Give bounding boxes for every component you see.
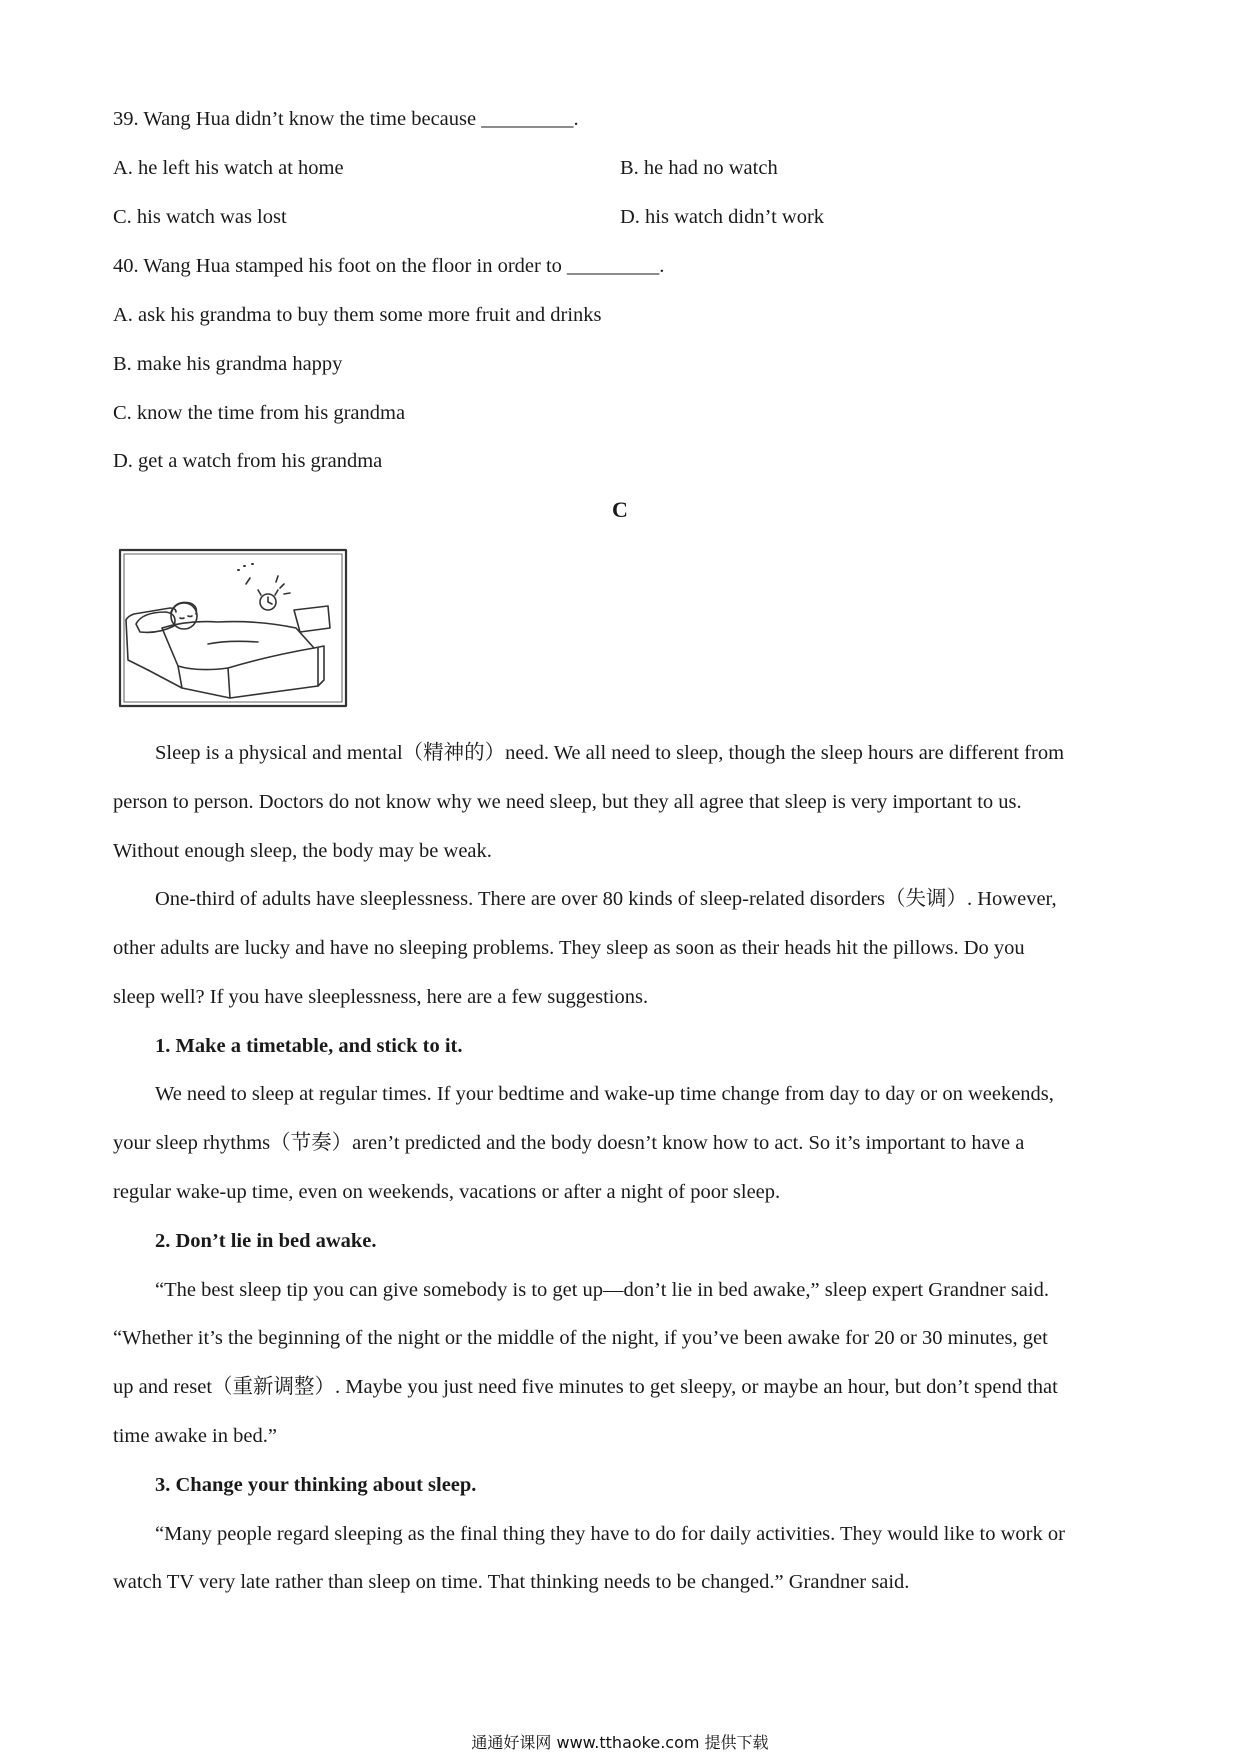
- paragraph-4-line-2: “Whether it’s the beginning of the night or the middle of the night, if you’ve been awake for 20 or 30 minutes, get: [113, 1327, 1048, 1349]
- paragraph-4-line-4: time awake in bed.”: [113, 1425, 277, 1447]
- paragraph-4-line-1: “The best sleep tip you can give somebody is to get up—don’t lie in bed awake,” sleep expert Grandner said.: [155, 1279, 1049, 1301]
- paragraph-3-line-1: We need to sleep at regular times. If your bedtime and wake-up time change from day to day or on weekends,: [155, 1083, 1054, 1105]
- paragraph-4-line-3: up and reset（重新调整）. Maybe you just need five minutes to get sleepy, or maybe an hour, but don’t spend that: [113, 1376, 1058, 1398]
- paragraph-3-line-2: your sleep rhythms（节奏）aren’t predicted and the body doesn’t know how to act. So it’s important to have a: [113, 1132, 1025, 1154]
- question-40-option-d: D. get a watch from his grandma: [113, 450, 383, 472]
- question-39-option-b: B. he had no watch: [620, 157, 778, 179]
- paragraph-5-line-2: watch TV very late rather than sleep on time. That thinking needs to be changed.” Grandner said.: [113, 1571, 910, 1593]
- section-heading: C: [612, 497, 628, 522]
- question-39-option-d: D. his watch didn’t work: [620, 206, 825, 228]
- question-40-option-c: C. know the time from his grandma: [113, 402, 406, 424]
- sleeping-person-in-bed-illustration: [118, 548, 348, 710]
- suggestion-3-heading: 3. Change your thinking about sleep.: [155, 1474, 477, 1496]
- page-footer: 通通好课网 www.tthaoke.com 提供下载: [471, 1733, 769, 1752]
- question-40-option-b: B. make his grandma happy: [113, 353, 343, 375]
- suggestion-2-heading: 2. Don’t lie in bed awake.: [155, 1230, 377, 1252]
- question-39-option-a: A. he left his watch at home: [113, 157, 344, 179]
- paragraph-2-line-2: other adults are lucky and have no sleeping problems. They sleep as soon as their heads hit the pillows. Do you: [113, 937, 1025, 959]
- paragraph-3-line-3: regular wake-up time, even on weekends, vacations or after a night of poor sleep.: [113, 1181, 781, 1203]
- paragraph-2-line-1: One-third of adults have sleeplessness. There are over 80 kinds of sleep-related disorders（失调）. However,: [155, 888, 1057, 910]
- question-40-stem: 40. Wang Hua stamped his foot on the floor in order to _________.: [113, 255, 665, 277]
- question-39-stem: 39. Wang Hua didn’t know the time because _________.: [113, 108, 579, 130]
- paragraph-1-line-3: Without enough sleep, the body may be weak.: [113, 840, 492, 862]
- paragraph-1-line-2: person to person. Doctors do not know why we need sleep, but they all agree that sleep is very important to us.: [113, 791, 1022, 813]
- question-39-option-c: C. his watch was lost: [113, 206, 287, 228]
- paragraph-2-line-3: sleep well? If you have sleeplessness, here are a few suggestions.: [113, 986, 649, 1008]
- question-40-option-a: A. ask his grandma to buy them some more fruit and drinks: [113, 304, 602, 326]
- suggestion-1-heading: 1. Make a timetable, and stick to it.: [155, 1035, 463, 1057]
- paragraph-1-line-1: Sleep is a physical and mental（精神的）need. We all need to sleep, though the sleep hours are different from: [155, 742, 1065, 764]
- paragraph-5-line-1: “Many people regard sleeping as the final thing they have to do for daily activities. They would like to work or: [155, 1523, 1065, 1545]
